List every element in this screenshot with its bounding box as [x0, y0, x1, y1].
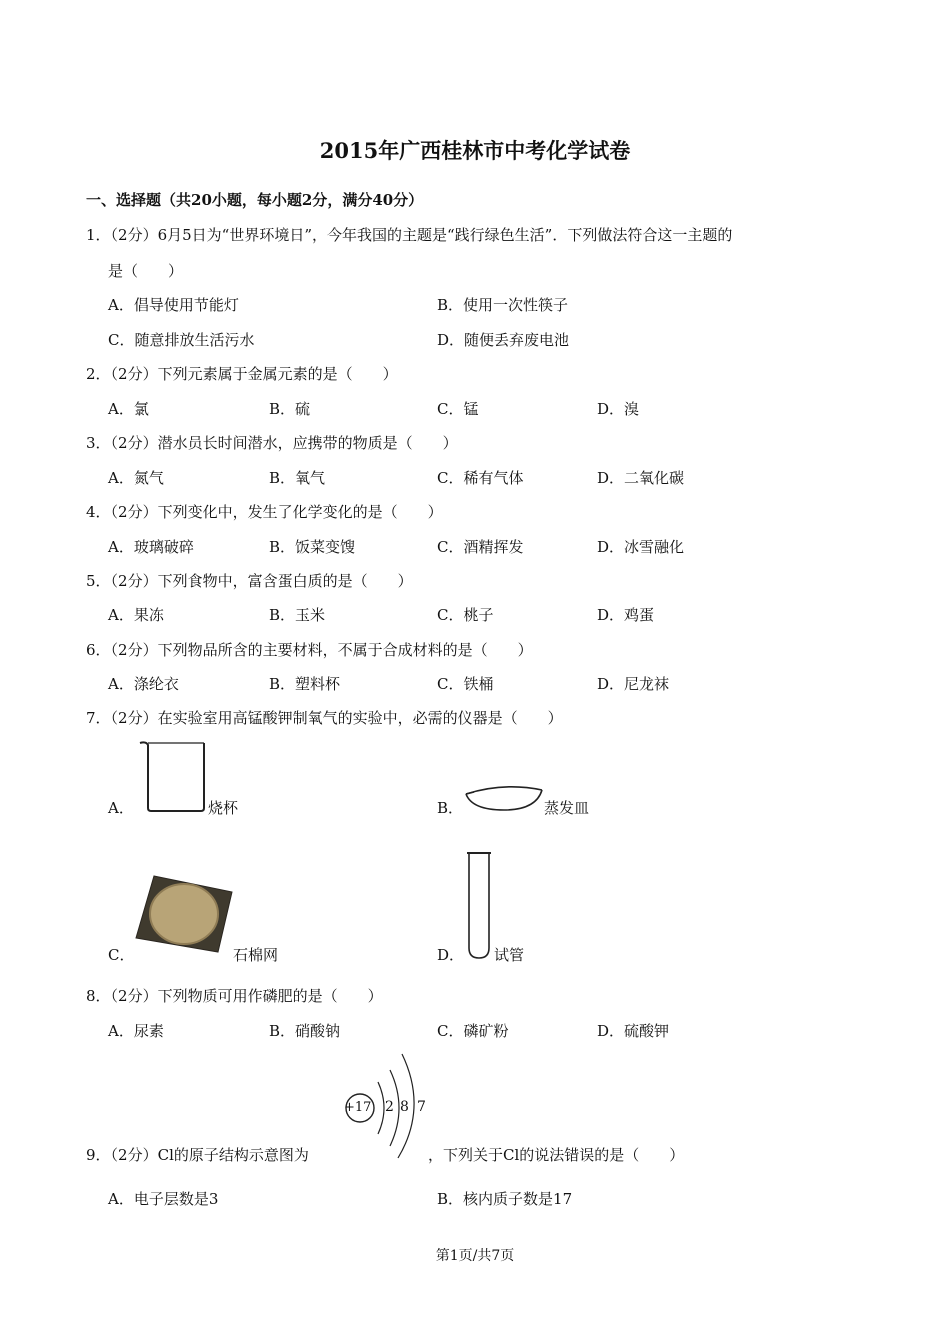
question-7-option-a-letter: A．	[108, 799, 134, 817]
question-5-option-b: B．玉米	[269, 606, 326, 624]
page-footer: 第1页/共7页	[435, 1248, 515, 1264]
atom-nucleus-label: +17	[344, 1100, 372, 1115]
question-3-option-d: D．二氧化碳	[597, 469, 685, 487]
question-2-option-d: D．溴	[597, 400, 640, 418]
question-1-option-a: A．倡导使用节能灯	[108, 296, 239, 314]
question-6-option-a: A．涤纶衣	[108, 675, 179, 693]
question-5-stem: 5．（2分）下列食物中，富含蛋白质的是（ ）	[86, 572, 413, 590]
question-2-stem: 2．（2分）下列元素属于金属元素的是（ ）	[86, 365, 398, 383]
question-2-option-c: C．锰	[437, 400, 479, 418]
question-3-option-c: C．稀有气体	[437, 469, 524, 487]
question-8-option-c: C．磷矿粉	[437, 1022, 509, 1040]
question-7-stem: 7．（2分）在实验室用高锰酸钾制氧气的实验中，必需的仪器是（ ）	[86, 709, 563, 727]
beaker-icon	[138, 740, 208, 814]
question-4-option-c: C．酒精挥发	[437, 538, 524, 556]
question-8-option-d: D．硫酸钾	[597, 1022, 670, 1040]
question-4-option-d: D．冰雪融化	[597, 538, 685, 556]
question-4-option-b: B．饭菜变馊	[269, 538, 356, 556]
question-7-option-d-letter: D．	[437, 946, 465, 964]
question-7-option-b-letter: B．	[437, 799, 464, 817]
question-9-stem-after: ，下列关于Cl的说法错误的是（ ）	[428, 1146, 685, 1164]
question-8-option-b: B．硝酸钠	[269, 1022, 341, 1040]
atom-shell-1-count: 2	[385, 1099, 394, 1115]
evaporating-dish-icon	[464, 784, 544, 814]
question-5-option-c: C．桃子	[437, 606, 494, 624]
question-1-stem-cont: 是（ ）	[108, 262, 184, 280]
question-6-option-d: D．尼龙袜	[597, 675, 670, 693]
question-1-option-c: C．随意排放生活污水	[108, 331, 255, 349]
test-tube-icon	[464, 850, 494, 962]
question-6-option-b: B．塑料杯	[269, 675, 341, 693]
question-6-stem: 6．（2分）下列物品所含的主要材料，不属于合成材料的是（ ）	[86, 641, 533, 659]
question-6-option-c: C．铁桶	[437, 675, 494, 693]
question-7-option-c-caption: 石棉网	[233, 946, 279, 964]
section-heading: 一、选择题（共20小题，每小题2分，满分40分）	[86, 191, 424, 209]
question-3-stem: 3．（2分）潜水员长时间潜水，应携带的物质是（ ）	[86, 434, 458, 452]
question-8-stem: 8．（2分）下列物质可用作磷肥的是（ ）	[86, 987, 383, 1005]
question-2-option-a: A．氯	[108, 400, 149, 418]
question-9-option-b: B．核内质子数是17	[437, 1190, 573, 1208]
question-5-option-d: D．鸡蛋	[597, 606, 655, 624]
atom-shell-2-count: 8	[400, 1099, 409, 1115]
question-4-stem: 4．（2分）下列变化中，发生了化学变化的是（ ）	[86, 503, 443, 521]
question-1-stem: 1．（2分）6月5日为“世界环境日”，今年我国的主题是“践行绿色生活”．下列做法符合这一主题的	[86, 226, 733, 244]
page-title: 2015年广西桂林市中考化学试卷	[319, 138, 631, 163]
question-5-option-a: A．果冻	[108, 606, 164, 624]
question-1-option-d: D．随便丢弃废电池	[437, 331, 570, 349]
atom-shell-3-count: 7	[417, 1099, 426, 1115]
question-3-option-a: A．氮气	[108, 469, 164, 487]
question-7-option-b-caption: 蒸发皿	[544, 799, 590, 817]
question-7-option-c-letter: C．	[108, 946, 135, 964]
question-9-stem-before: 9．（2分）Cl的原子结构示意图为	[86, 1146, 309, 1164]
question-2-option-b: B．硫	[269, 400, 311, 418]
question-7-option-a-caption: 烧杯	[208, 799, 239, 817]
asbestos-gauze-icon	[134, 872, 234, 954]
question-4-option-a: A．玻璃破碎	[108, 538, 194, 556]
question-9-option-a: A．电子层数是3	[108, 1190, 219, 1208]
question-7-option-d-caption: 试管	[494, 946, 525, 964]
question-8-option-a: A．尿素	[108, 1022, 164, 1040]
question-1-option-b: B．使用一次性筷子	[437, 296, 569, 314]
question-3-option-b: B．氧气	[269, 469, 326, 487]
